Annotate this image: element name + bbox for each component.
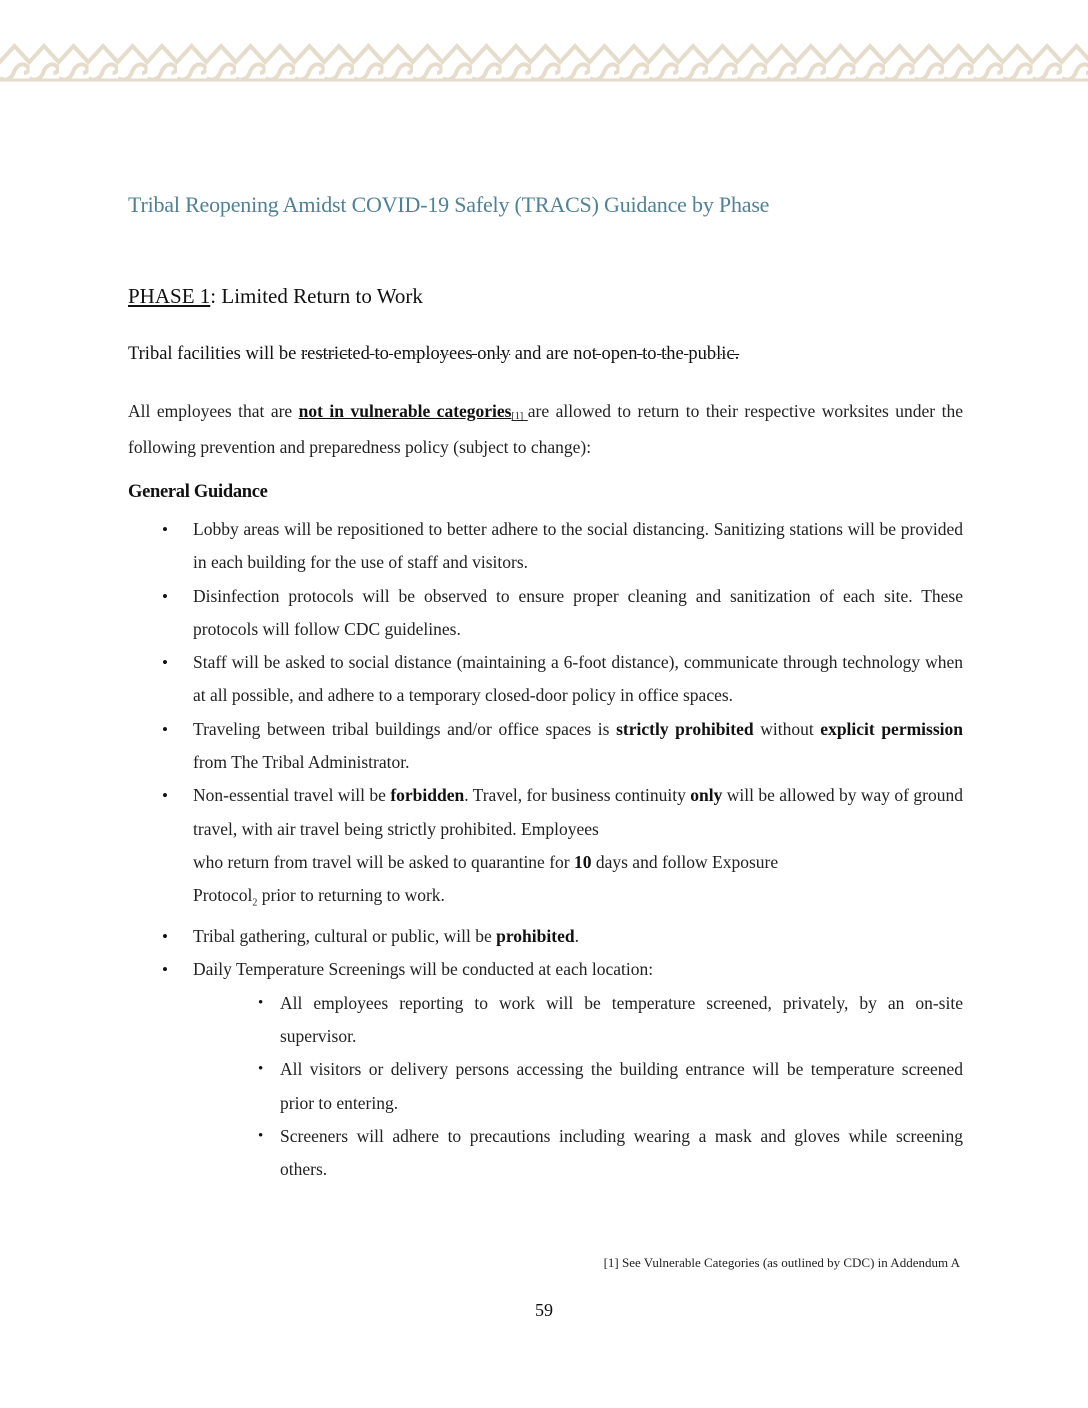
list-item-text: days and follow Exposure	[591, 851, 779, 872]
list-item-text: from The Tribal Administrator.	[193, 752, 410, 773]
phase-name: Limited Return to Work	[216, 284, 423, 308]
list-item-text: without	[753, 718, 821, 739]
list-item-text: Tribal gathering, cultural or public, will be	[193, 926, 497, 947]
decorative-wave-border	[0, 38, 1088, 84]
intro-paragraph	[128, 395, 963, 464]
list-item-text: Disinfection protocols will be observed to ensure proper cleaning and sanitization of each site. These protocols will follow CDC guidelines.	[193, 585, 963, 639]
list-item	[160, 513, 963, 580]
emphasis: only	[690, 785, 723, 806]
list-item	[160, 580, 963, 647]
footnote-ref-link[interactable]: [1]	[511, 411, 528, 422]
list-item	[160, 779, 963, 920]
emphasis: 10	[573, 851, 592, 872]
list-item-text: .	[574, 926, 579, 947]
list-item	[160, 920, 963, 953]
sub-list-item: • All employees reporting to work will be temperature screened, privately, by an on-site supervisor.	[256, 987, 963, 1054]
list-item	[160, 953, 963, 1186]
list-item-text: Staff will be asked to social distance (maintaining a 6-foot distance), communicate through technology when at all possible, and adhere to a temporary closed-door policy in office spaces.	[193, 652, 963, 706]
list-item-text: prior to returning to work.	[257, 885, 445, 906]
phase-label: PHASE 1	[128, 284, 211, 308]
section-heading: General Guidance	[128, 482, 268, 502]
list-item	[160, 713, 963, 780]
list-item-text: Lobby areas will be repositioned to better adhere to the social distancing. Sanitizing stations will be provided in each building for the use of staff and visitors.	[193, 519, 963, 573]
list-item-text: who return from travel will be asked to quarantine for	[193, 851, 574, 872]
phase-separator: :	[210, 284, 217, 308]
not-open-emphasis: not open to the public.	[573, 344, 740, 364]
access-restriction-statement	[128, 344, 739, 365]
screening-sublist	[193, 987, 963, 1187]
document-title: Tribal Reopening Amidst COVID-19 Safely (TRACS) Guidance by Phase	[128, 192, 770, 217]
intro-text: All employees that are	[128, 401, 299, 421]
phase-heading	[128, 284, 423, 309]
intro-text: are allowed to return to their respective worksites under the following prevention and preparedness policy (subject to change):	[128, 401, 963, 457]
list-item-text: Non-essential travel will be	[193, 785, 391, 806]
list-item	[160, 646, 963, 713]
footnote: [1] See Vulnerable Categories (as outlined by CDC) in Addendum A	[603, 1255, 960, 1270]
emphasis: forbidden	[390, 785, 465, 806]
emphasis: explicit permission	[820, 718, 963, 739]
footnote-ref: 2	[252, 897, 258, 909]
sub-list-item: • Screeners will adhere to precautions including wearing a mask and gloves while screening others.	[256, 1120, 963, 1187]
list-item-text: will be allowed by way of ground travel, with air travel being strictly prohibited. Employees	[193, 785, 963, 839]
list-item-text: Protocol	[193, 885, 253, 906]
page-number: 59	[535, 1300, 553, 1320]
lead-text: and are	[510, 344, 574, 364]
vulnerable-categories-emphasis: not in vulnerable categories	[298, 401, 512, 421]
list-item-text: . Travel, for business continuity	[464, 785, 691, 806]
restricted-emphasis: restricted to employees only	[301, 344, 511, 364]
emphasis: strictly prohibited	[616, 718, 754, 739]
list-item-text: Daily Temperature Screenings will be conducted at each location:	[193, 959, 654, 980]
list-item-text: Traveling between tribal buildings and/or office spaces is	[193, 718, 617, 739]
emphasis: prohibited	[496, 926, 575, 947]
sub-list-item: • All visitors or delivery persons accessing the building entrance will be temperature screened prior to entering.	[256, 1053, 963, 1120]
lead-text: Tribal facilities will be	[128, 344, 301, 364]
guidance-list	[160, 513, 963, 1186]
